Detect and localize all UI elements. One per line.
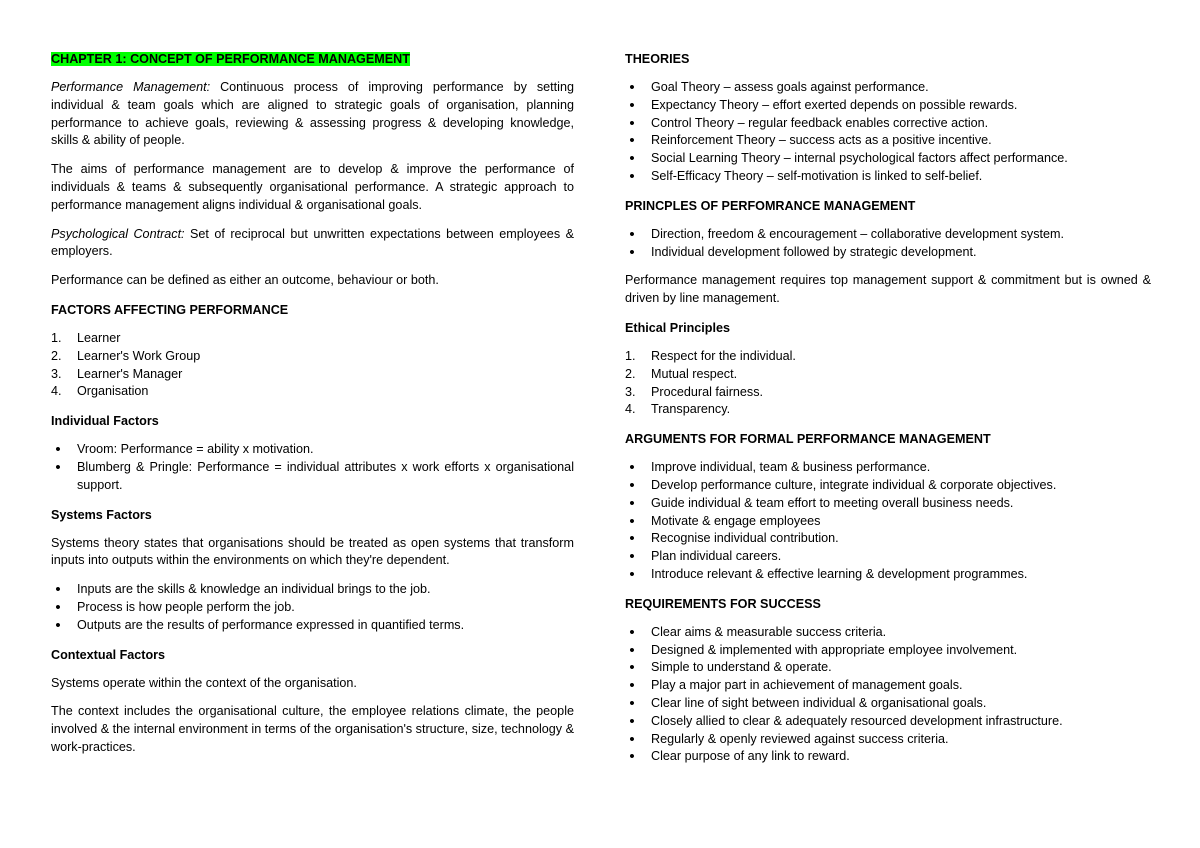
list-item: • Play a major part in achievement of management goals.: [625, 677, 1151, 695]
list-item: • Individual development followed by strategic development.: [625, 244, 1151, 262]
factors-heading: FACTORS AFFECTING PERFORMANCE: [51, 302, 289, 317]
list-item: • Simple to understand & operate.: [625, 659, 1151, 677]
pm-definition-text: Continuous process of improving performance by setting individual & team goals which are aligned to strategic goals of organisation, planning performance to achieve goals, reviewing & assessing progress & developing knowledge, skills & ability of people.: [51, 80, 574, 148]
theories-heading: THEORIES: [625, 52, 690, 66]
list-item: • Social Learning Theory – internal psychological factors affect performance.: [625, 150, 1151, 168]
list-item: • Goal Theory – assess goals against performance.: [625, 79, 1151, 97]
list-item: • Clear purpose of any link to reward.: [625, 748, 1151, 766]
systems-paragraph: Systems theory states that organisations should be treated as open systems that transform inputs into outputs within the environments on which they're dependent.: [51, 535, 574, 568]
contextual-paragraph-2: The context includes the organisational culture, the employee relations climate, the people involved & the internal environment in terms of the organisation's structure, size, technology & work-practices.: [51, 704, 574, 754]
contextual-paragraph-1: Systems operate within the context of the organisation.: [51, 675, 357, 690]
arguments-list: [625, 459, 1151, 584]
list-item: • Introduce relevant & effective learning & development programmes.: [625, 566, 1151, 584]
psych-contract: [51, 226, 574, 262]
list-item: 4. Organisation: [51, 384, 149, 399]
list-item: • Clear line of sight between individual & organisational goals.: [625, 695, 1151, 713]
left-column: [51, 50, 574, 768]
chapter-heading: [51, 50, 574, 68]
aims-paragraph: The aims of performance management are to develop & improve the performance of individuals & teams & subsequently organisational performance. A strategic approach to performance management aligns individual & organisational goals.: [51, 162, 574, 212]
list-item: • Outputs are the results of performance expressed in quantified terms.: [51, 617, 574, 635]
individual-factors-list: [51, 441, 574, 494]
systems-factors-heading: Systems Factors: [51, 507, 152, 522]
list-item: 2. Learner's Work Group: [51, 348, 201, 363]
list-item: • Designed & implemented with appropriate employee involvement.: [625, 642, 1151, 660]
psych-contract-text: Set of reciprocal but unwritten expectations between employees & employers.: [51, 226, 574, 259]
list-item: • Recognise individual contribution.: [625, 530, 1151, 548]
factors-list: [51, 330, 574, 401]
list-item: 3. Learner's Manager: [51, 366, 183, 381]
list-item: 2. Mutual respect.: [625, 366, 738, 381]
list-item: • Self-Efficacy Theory – self-motivation is linked to self-belief.: [625, 168, 1151, 186]
chapter-title: CHAPTER 1: CONCEPT OF PERFORMANCE MANAGEMENT: [51, 52, 410, 66]
list-item: • Develop performance culture, integrate individual & corporate objectives.: [625, 477, 1151, 495]
list-item: • Expectancy Theory – effort exerted depends on possible rewards.: [625, 97, 1151, 115]
arguments-heading: ARGUMENTS FOR FORMAL PERFORMANCE MANAGEMENT: [625, 432, 991, 447]
list-item: • Regularly & openly reviewed against success criteria.: [625, 731, 1151, 749]
list-item: 4. Transparency.: [625, 402, 731, 417]
performance-defined: Performance can be defined as either an outcome, behaviour or both.: [51, 273, 439, 288]
list-item: • Clear aims & measurable success criteria.: [625, 624, 1151, 642]
list-item: • Reinforcement Theory – success acts as a positive incentive.: [625, 132, 1151, 150]
right-column: [625, 50, 1151, 777]
list-item: • Control Theory – regular feedback enables corrective action.: [625, 115, 1151, 133]
list-item: • Process is how people perform the job.: [51, 599, 574, 617]
pm-definition: [51, 79, 574, 150]
list-item: 1. Respect for the individual.: [625, 348, 796, 363]
requirements-heading: REQUIREMENTS FOR SUCCESS: [625, 596, 821, 611]
list-item: 3. Procedural fairness.: [625, 384, 763, 399]
principles-heading: PRINCPLES OF PERFOMRANCE MANAGEMENT: [625, 198, 916, 213]
list-item: • Closely allied to clear & adequately resourced development infrastructure.: [625, 713, 1151, 731]
contextual-factors-heading: Contextual Factors: [51, 647, 166, 662]
list-item: • Inputs are the skills & knowledge an individual brings to the job.: [51, 581, 574, 599]
list-item: • Direction, freedom & encouragement – collaborative development system.: [625, 226, 1151, 244]
list-item: • Guide individual & team effort to meeting overall business needs.: [625, 495, 1151, 513]
theories-list: [625, 79, 1151, 186]
systems-factors-list: [51, 581, 574, 634]
list-item: • Vroom: Performance = ability x motivation.: [51, 441, 574, 459]
pm-definition-term: Performance Management:: [51, 80, 211, 94]
list-item: • Motivate & engage employees: [625, 513, 1151, 531]
requirements-list: [625, 624, 1151, 766]
ethical-principles-list: [625, 348, 1151, 419]
individual-factors-heading: Individual Factors: [51, 414, 159, 429]
list-item: • Plan individual careers.: [625, 548, 1151, 566]
principles-paragraph: Performance management requires top management support & commitment but is owned & driven by line management.: [625, 273, 1151, 306]
list-item: • Improve individual, team & business performance.: [625, 459, 1151, 477]
list-item: • Blumberg & Pringle: Performance = individual attributes x work efforts x organisational support.: [51, 459, 574, 495]
psych-contract-term: Psychological Contract:: [51, 226, 185, 241]
principles-list: [625, 226, 1151, 262]
ethical-principles-heading: Ethical Principles: [625, 320, 730, 335]
list-item: 1. Learner: [51, 330, 121, 345]
